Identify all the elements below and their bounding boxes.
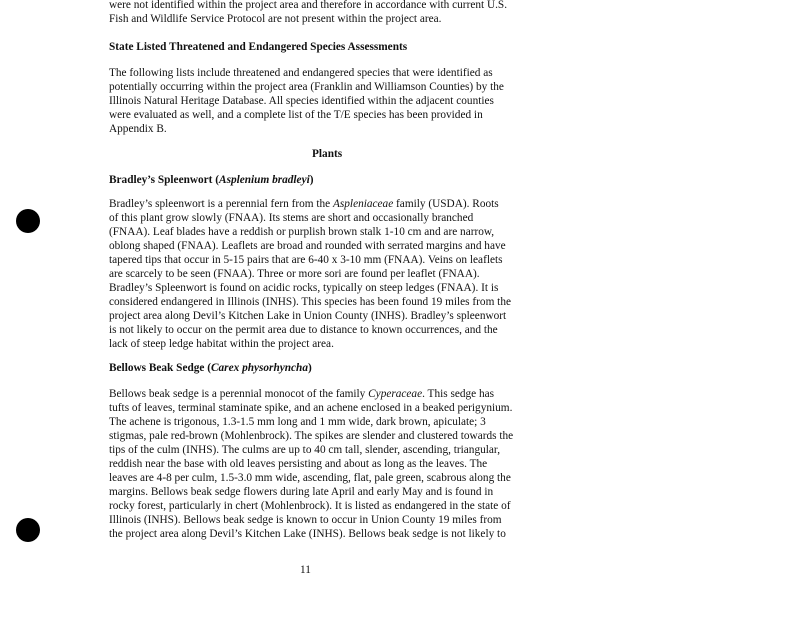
species1-line: considered endangered in Illinois (INHS). This species has been found 19 miles from the <box>109 296 511 308</box>
section-line: potentially occurring within the project area (Franklin and Williamson Counties) by the <box>109 81 504 93</box>
species1-text: family (USDA). Roots <box>393 198 499 210</box>
species1-heading-close: ) <box>309 174 314 186</box>
species1-text: Bradley’s spleenwort is a perennial fern from the <box>109 198 333 210</box>
species2-common-name: Bellows Beak Sedge ( <box>109 362 211 374</box>
species2-text: Bellows beak sedge is a perennial monocot of the family <box>109 388 369 400</box>
intro-paragraph <box>109 0 549 26</box>
species2-text: . This sedge has <box>422 388 495 400</box>
intro-line: Fish and Wildlife Service Protocol are not present within the project area. <box>109 13 442 25</box>
species2-heading-close: ) <box>307 362 312 374</box>
species2-line: stigmas, pale red-brown (Mohlenbrock). The spikes are slender and clustered towards the <box>109 430 514 442</box>
species1-line: of this plant grow slowly (FNAA). Its stems are short and occasionally branched <box>109 212 474 224</box>
species1-line <box>109 197 549 211</box>
species2-line: tufts of leaves, terminal staminate spike, and an achene enclosed in a beaked perigynium. <box>109 402 513 414</box>
species1-line: are scarcely to be seen (FNAA). Three or more sori are found per leaflet (FNAA). <box>109 268 480 280</box>
species2-line <box>109 387 549 401</box>
intro-line: were not identified within the project area and therefore in accordance with current U.S. <box>109 0 508 11</box>
species2-paragraph <box>109 387 549 541</box>
section-line: were evaluated as well, and a complete list of the T/E species has been provided in <box>109 109 483 121</box>
species2-line: The achene is trigonous, 1.3-1.5 mm long and 1 mm wide, dark brown, apiculate; 3 <box>109 416 486 428</box>
species2-line: tips of the culm (INHS). The culms are up to 40 cm tall, slender, ascending, triangular, <box>109 444 501 456</box>
section-line: Appendix B. <box>109 123 167 135</box>
species2-line: leaves are 4-8 per culm, 1.5-3.0 mm wide, ascending, flat, pale green, scabrous along the <box>109 472 511 484</box>
page-number: 11 <box>300 564 311 576</box>
species1-line: (FNAA). Leaf blades have a reddish or purplish brown stalk 1-10 cm and are narrow, <box>109 226 495 238</box>
punch-hole-top <box>16 209 40 233</box>
species2-family: Cyperaceae <box>368 388 423 400</box>
species1-line: is not likely to occur on the permit area due to distance to known occurrences, and the <box>109 324 498 336</box>
species2-line: Illinois (INHS). Bellows beak sedge is known to occur in Union County 19 miles from <box>109 514 502 526</box>
punch-hole-bottom <box>16 518 40 542</box>
species1-line: tapered tips that occur in 5-15 pairs that are 6-40 x 3-10 mm (FNAA). Veins on leaflets <box>109 254 503 266</box>
section-heading: State Listed Threatened and Endangered Species Assessments <box>109 41 408 53</box>
section-paragraph <box>109 66 549 136</box>
species1-common-name: Bradley’s Spleenwort ( <box>109 174 220 186</box>
species1-scientific-name: Asplenium bradleyi <box>219 174 310 186</box>
species1-line: lack of steep ledge habitat within the project area. <box>109 338 334 350</box>
plants-heading: Plants <box>312 148 343 160</box>
species1-family: Aspleniaceae <box>332 198 394 210</box>
species2-line: the project area along Devil’s Kitchen Lake (INHS). Bellows beak sedge is not likely to <box>109 528 506 540</box>
species2-heading <box>109 361 549 375</box>
species1-line: oblong shaped (FNAA). Leaflets are broad and rounded with serrated margins and have <box>109 240 506 252</box>
species1-line: project area along Devil’s Kitchen Lake in Union County (INHS). Bradley’s spleenwort <box>109 310 507 322</box>
section-line: Illinois Natural Heritage Database. All species identified within the adjacent counties <box>109 95 494 107</box>
section-line: The following lists include threatened and endangered species that were identified as <box>109 67 493 79</box>
species1-paragraph <box>109 197 549 351</box>
species1-heading <box>109 173 549 187</box>
species1-line: Bradley’s Spleenwort is found on acidic rocks, typically on steep ledges (FNAA). It is <box>109 282 499 294</box>
species2-line: reddish near the base with old leaves persisting and about as long as the leaves. The <box>109 458 488 470</box>
species2-line: margins. Bellows beak sedge flowers during late April and early May and is found in <box>109 486 494 498</box>
species2-line: rocky forest, particularly in chert (Mohlenbrock). It is listed as endangered in the state of <box>109 500 511 512</box>
species2-scientific-name: Carex physorhyncha <box>211 362 308 374</box>
